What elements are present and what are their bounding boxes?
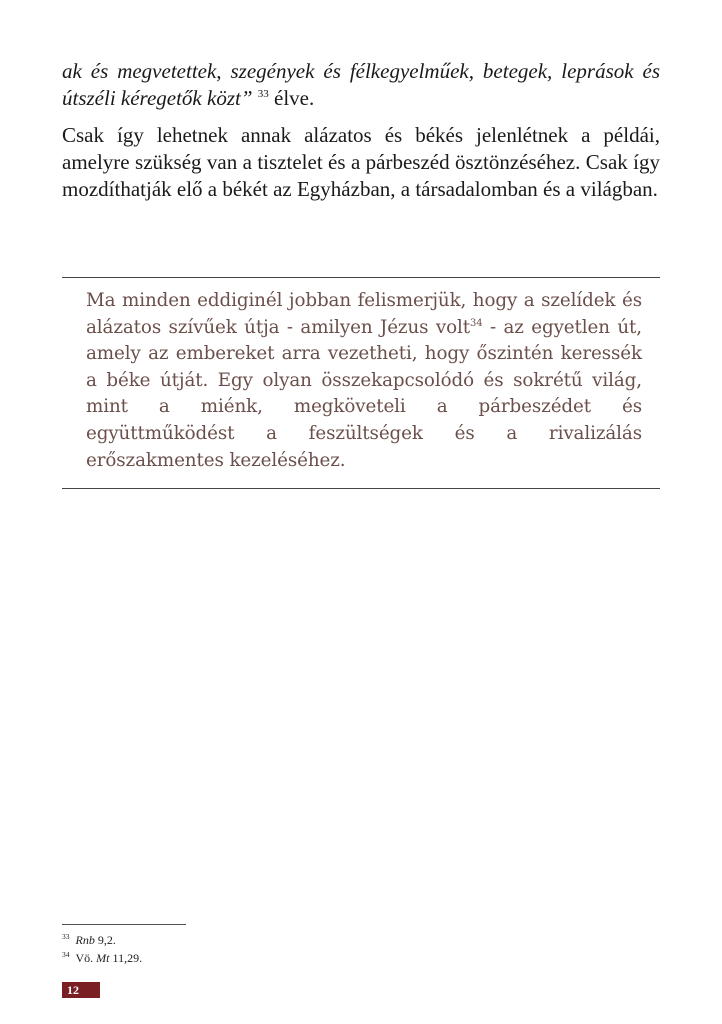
footnote-source: Mt [96,951,110,965]
footnote-source: Rnb [75,933,95,947]
footnote-ref-33[interactable]: 33 [257,88,269,100]
footnote-34 [62,950,142,966]
footnote-ref-34[interactable]: 34 [470,317,483,329]
paragraph-tail: élve. [268,86,315,110]
footnote-33 [62,932,116,948]
highlight-quote [86,288,642,474]
footnote-number: 34 [62,950,70,959]
page-number-badge: 12 [62,982,100,998]
footnote-number: 33 [62,932,70,941]
footnote-separator [62,924,186,925]
paragraph-continuation [62,58,660,112]
footnote-prefix: Vö. [75,951,97,965]
quote-bottom-rule [62,488,660,489]
footnote-location: 9,2. [94,933,116,947]
paragraph-body: Csak így lehetnek annak alázatos és békés jelenlétnek a példái, amelyre szükség van a tisztelet és a párbeszéd ösztönzéséhez. Csak így mozdíthatják elő a békét az Egyházban, a társadalomban és a világban. [62,123,660,201]
quote-text-after: - az egyetlen út, amely az embereket arra vezetheti, hogy őszintén keressék a béke útját. Egy olyan összekapcsolódó és sokrétű világ, mint a miénk, megköveteli a párbeszédet és együttműködést a feszültségek és a rivalizálás erőszakmentes kezeléséhez. [86,316,642,471]
quote-text-before: Ma minden eddiginél jobban felismerjük, hogy a szelídek és alázatos szívűek útja - amilyen Jézus volt [86,290,642,338]
quote-top-rule [62,277,660,278]
italic-quote-text: ak és megvetettek, szegények és félkegyelműek, betegek, leprások és útszéli kéregetők közt” [62,59,660,110]
footnote-location: 11,29. [109,951,143,965]
